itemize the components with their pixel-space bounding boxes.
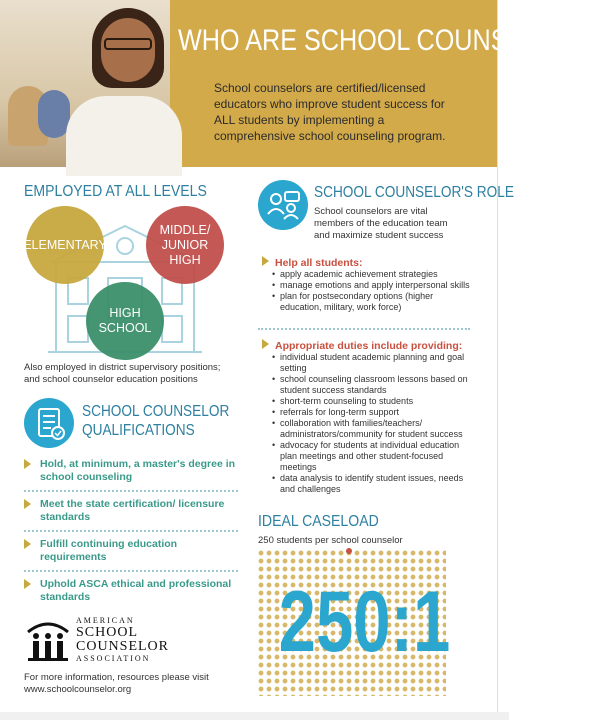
qualification-item: Uphold ASCA ethical and professional standards — [24, 572, 238, 610]
arrow-icon — [24, 579, 31, 589]
page-title: WHO ARE SCHOOL COUNSELORS? — [178, 24, 607, 57]
level-elementary: ELEMENTARY — [26, 206, 104, 284]
caseload-title: IDEAL CASELOAD — [258, 513, 379, 530]
intro-text: School counselors are certified/licensed educators who improve student success for ALL students by implementing a comprehensive school counseling program. — [214, 81, 446, 143]
more-info-text: For more information, resources please visit www.schoolcounselor.org — [24, 672, 209, 695]
qualification-item: Meet the state certification/ licensure standards — [24, 492, 238, 532]
list-item: • data analysis to identify student issues, needs and challenges — [272, 473, 468, 495]
arrow-icon — [262, 339, 269, 349]
arrow-icon — [262, 256, 269, 266]
counselor-figure-icon — [346, 548, 352, 554]
counselor-meeting-icon — [258, 180, 308, 230]
asca-logo: AMERICAN SCHOOL COUNSELOR ASSOCIATION — [24, 616, 224, 662]
help-list — [272, 269, 472, 313]
arrow-icon — [24, 539, 31, 549]
duties-heading: Appropriate duties include providing: — [262, 339, 462, 352]
level-middle-junior-high: MIDDLE/ JUNIOR HIGH — [146, 206, 224, 284]
caseload-ratio: 250:1 — [278, 574, 451, 670]
level-high-school: HIGH SCHOOL — [86, 282, 164, 360]
employed-note: Also employed in district supervisory positions; and school counselor education positions — [24, 362, 221, 385]
qualification-item: Fulfill continuing education requirements — [24, 532, 238, 572]
employed-title: EMPLOYED AT ALL LEVELS — [24, 183, 207, 200]
list-item: • plan for postsecondary options (higher education, military, work force) — [272, 291, 472, 313]
help-heading: Help all students: — [262, 256, 363, 269]
list-item: • individual student academic planning and goal setting — [272, 352, 468, 374]
checklist-icon — [24, 398, 74, 448]
list-item: • manage emotions and apply interpersonal skills — [272, 280, 472, 291]
bottom-bar — [0, 712, 509, 720]
counselor-photo — [0, 0, 170, 167]
role-description: School counselors are vital members of the education team and maximize student success — [314, 206, 448, 241]
qualification-item: Hold, at minimum, a master's degree in school counseling — [24, 452, 238, 492]
list-item: • short-term counseling to students — [272, 396, 468, 407]
list-item: • referrals for long-term support — [272, 407, 468, 418]
qualifications-list — [24, 452, 238, 610]
header-banner — [0, 0, 607, 167]
list-item: • school counseling classroom lessons based on student success standards — [272, 374, 468, 396]
list-item: • collaboration with families/teachers/ administrators/community for student success — [272, 418, 468, 440]
duties-list — [272, 352, 468, 495]
role-title: SCHOOL COUNSELOR'S ROLE — [314, 184, 514, 201]
arrow-icon — [24, 499, 31, 509]
divider — [258, 328, 470, 330]
list-item: • apply academic achievement strategies — [272, 269, 472, 280]
arrow-icon — [24, 459, 31, 469]
asca-building-icon — [24, 616, 72, 662]
list-item: • advocacy for students at individual education plan meetings and other student-focused meetings — [272, 440, 468, 473]
caseload-subtitle: 250 students per school counselor — [258, 535, 403, 546]
qualifications-title: SCHOOL COUNSELOR QUALIFICATIONS — [82, 403, 230, 439]
